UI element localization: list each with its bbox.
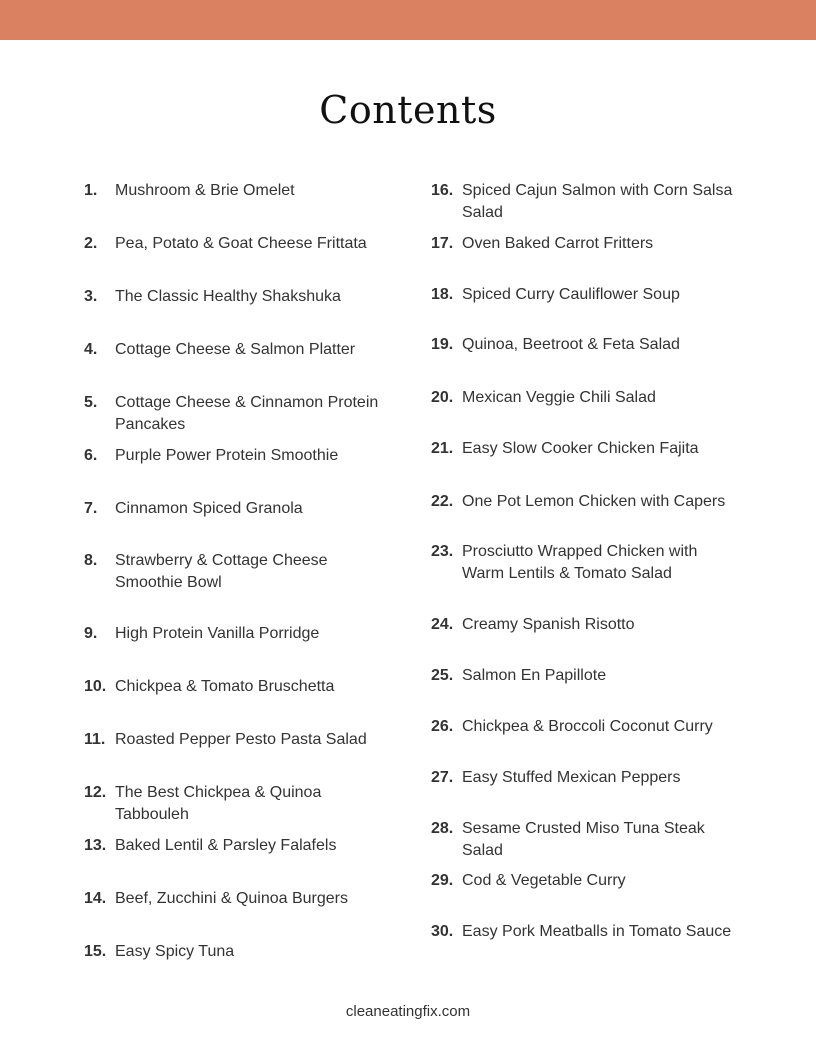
- toc-entry-30[interactable]: [431, 921, 742, 943]
- toc-label: Spiced Curry Cauliflower Soup: [462, 286, 680, 303]
- toc-label: Roasted Pepper Pesto Pasta Salad: [115, 731, 367, 748]
- toc-number: 10.: [84, 678, 107, 695]
- toc-label: Beef, Zucchini & Quinoa Burgers: [115, 890, 349, 907]
- toc-number: 11.: [84, 731, 106, 748]
- toc-entry-18[interactable]: [431, 284, 742, 306]
- toc-number: 14.: [84, 890, 107, 907]
- toc-entry-21[interactable]: [431, 438, 742, 460]
- toc-entry-25[interactable]: [431, 665, 742, 687]
- toc-entry-2[interactable]: [84, 233, 390, 255]
- toc-entry-17[interactable]: [431, 233, 742, 255]
- toc-label: Cod & Vegetable Curry: [462, 872, 626, 889]
- toc-number: 24.: [431, 616, 454, 633]
- toc-number: 15.: [84, 943, 107, 960]
- toc-label: The Best Chickpea & Quinoa Tabbouleh: [115, 784, 322, 823]
- toc-entry-27[interactable]: [431, 767, 742, 789]
- toc-label: Mexican Veggie Chili Salad: [462, 389, 656, 406]
- toc-label: Strawberry & Cottage Cheese Smoothie Bowl: [115, 552, 328, 591]
- toc-label: Pea, Potato & Goat Cheese Frittata: [115, 235, 367, 252]
- toc-entry-28[interactable]: [431, 818, 742, 862]
- toc-label: Easy Stuffed Mexican Peppers: [462, 769, 681, 786]
- toc-number: 29.: [431, 872, 454, 889]
- toc-number: 30.: [431, 923, 454, 940]
- toc-number: 28.: [431, 820, 454, 837]
- toc-number: 18.: [431, 286, 454, 303]
- toc-number: 19.: [431, 336, 454, 353]
- toc-label: Prosciutto Wrapped Chicken with Warm Lentils & Tomato Salad: [462, 543, 698, 582]
- toc-entry-8[interactable]: [84, 550, 390, 594]
- toc-label: Mushroom & Brie Omelet: [115, 182, 295, 199]
- toc-number: 2.: [84, 235, 98, 252]
- toc-number: 6.: [84, 447, 98, 464]
- toc-number: 22.: [431, 493, 454, 510]
- header-band: [0, 0, 816, 40]
- toc-entry-20[interactable]: [431, 387, 742, 409]
- toc-label: Easy Spicy Tuna: [115, 943, 235, 960]
- toc-entry-12[interactable]: [84, 782, 390, 826]
- toc-entry-24[interactable]: [431, 614, 742, 636]
- toc-entry-22[interactable]: [431, 491, 742, 513]
- toc-entry-5[interactable]: [84, 392, 390, 436]
- toc-entry-15[interactable]: [84, 941, 390, 963]
- toc-number: 16.: [431, 182, 454, 199]
- toc-label: Easy Slow Cooker Chicken Fajita: [462, 440, 699, 457]
- toc-label: Chickpea & Tomato Bruschetta: [115, 678, 335, 695]
- toc-entry-6[interactable]: [84, 445, 390, 467]
- toc-number: 1.: [84, 182, 98, 199]
- toc-label: Baked Lentil & Parsley Falafels: [115, 837, 337, 854]
- toc-number: 8.: [84, 552, 98, 569]
- toc-label: Chickpea & Broccoli Coconut Curry: [462, 718, 713, 735]
- toc-number: 12.: [84, 784, 107, 801]
- toc-number: 13.: [84, 837, 107, 854]
- toc-entry-19[interactable]: [431, 334, 742, 356]
- toc-entry-1[interactable]: [84, 180, 390, 202]
- toc-label: Sesame Crusted Miso Tuna Steak Salad: [462, 820, 705, 859]
- toc-entry-11[interactable]: [84, 729, 390, 751]
- toc-entry-29[interactable]: [431, 870, 742, 892]
- toc-label: High Protein Vanilla Porridge: [115, 625, 320, 642]
- toc-label: Salmon En Papillote: [462, 667, 607, 684]
- toc-label: One Pot Lemon Chicken with Capers: [462, 493, 726, 510]
- toc-number: 3.: [84, 288, 98, 305]
- toc-number: 26.: [431, 718, 454, 735]
- toc-number: 27.: [431, 769, 454, 786]
- toc-label: Spiced Cajun Salmon with Corn Salsa Salad: [462, 182, 733, 221]
- toc-label: Creamy Spanish Risotto: [462, 616, 635, 633]
- footer-website[interactable]: cleaneatingfix.com: [345, 1003, 471, 1020]
- toc-entry-16[interactable]: [431, 180, 742, 224]
- toc-entry-9[interactable]: [84, 623, 390, 645]
- toc-label: Cinnamon Spiced Granola: [115, 500, 303, 517]
- toc-label: Purple Power Protein Smoothie: [115, 447, 339, 464]
- toc-entry-4[interactable]: [84, 339, 390, 361]
- toc-entry-10[interactable]: [84, 676, 390, 698]
- toc-entry-23[interactable]: [431, 541, 742, 585]
- page-title: Contents: [319, 88, 497, 132]
- toc-number: 7.: [84, 500, 98, 517]
- toc-number: 17.: [431, 235, 454, 252]
- toc-entry-3[interactable]: [84, 286, 390, 308]
- toc-label: Easy Pork Meatballs in Tomato Sauce: [462, 923, 732, 940]
- toc-label: Cottage Cheese & Salmon Platter: [115, 341, 356, 358]
- toc-number: 20.: [431, 389, 454, 406]
- toc-entry-26[interactable]: [431, 716, 742, 738]
- toc-entry-14[interactable]: [84, 888, 390, 910]
- toc-number: 21.: [431, 440, 454, 457]
- toc-number: 25.: [431, 667, 454, 684]
- toc-label: The Classic Healthy Shakshuka: [115, 288, 341, 305]
- toc-number: 5.: [84, 394, 98, 411]
- toc-entry-13[interactable]: [84, 835, 390, 857]
- toc-number: 23.: [431, 543, 454, 560]
- toc-entry-7[interactable]: [84, 498, 390, 520]
- toc-number: 4.: [84, 341, 98, 358]
- toc-label: Quinoa, Beetroot & Feta Salad: [462, 336, 680, 353]
- toc-label: Cottage Cheese & Cinnamon Protein Pancakes: [115, 394, 379, 433]
- toc-label: Oven Baked Carrot Fritters: [462, 235, 654, 252]
- toc-number: 9.: [84, 625, 98, 642]
